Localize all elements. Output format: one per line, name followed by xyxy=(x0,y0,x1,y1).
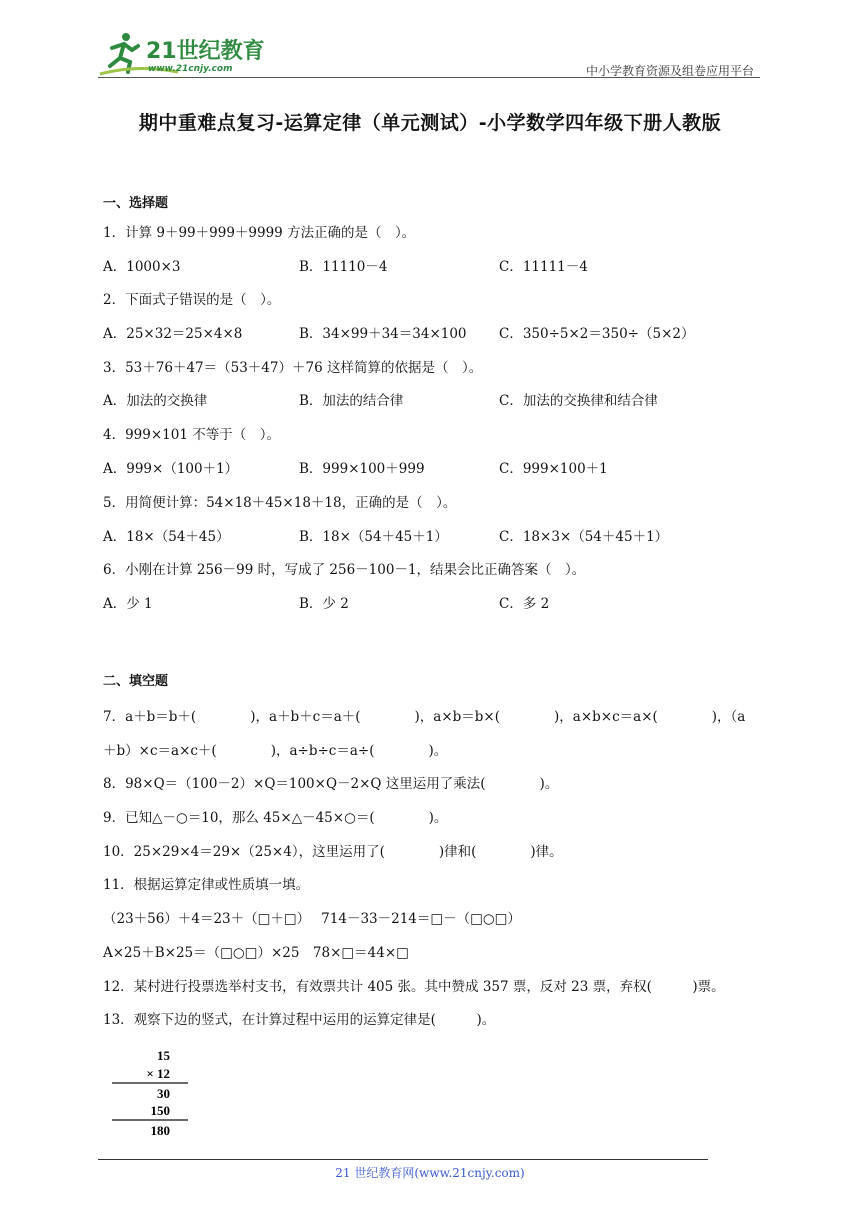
header-platform-text: 中小学教育资源及组卷应用平台 xyxy=(585,64,754,78)
q3-option-c: C．加法的交换律和结合律 xyxy=(499,393,658,409)
vertical-row-2: × 12 xyxy=(146,1066,170,1081)
question-7-line-2: ＋b）×c＝a×c＋( )，a÷b÷c＝a÷( )。 xyxy=(103,743,448,759)
vertical-multiplication xyxy=(108,1046,198,1138)
q4-option-c: C．999×100＋1 xyxy=(499,461,608,477)
question-11: 11．根据运算定律或性质填一填。 xyxy=(103,877,310,893)
q3-option-a: A．加法的交换律 xyxy=(103,393,208,409)
vertical-row-1: 15 xyxy=(157,1048,170,1063)
q4-option-a: A．999×（100＋1） xyxy=(103,461,239,477)
logo-text: 21世纪教育 xyxy=(146,39,265,64)
question-2: 2．下面式子错误的是（ ）。 xyxy=(103,292,281,308)
question-8: 8．98×Q＝（100－2）×Q＝100×Q－2×Q 这里运用了乘法( )。 xyxy=(103,776,559,792)
q2-option-a: A．25×32＝25×4×8 xyxy=(103,326,243,342)
question-1: 1．计算 9＋99＋999＋9999 方法正确的是（ ）。 xyxy=(103,225,416,241)
q2-option-b: B．34×99＋34＝34×100 xyxy=(299,326,467,342)
question-10: 10．25×29×4＝29×（25×4），这里运用了( )律和( )律。 xyxy=(103,844,563,860)
question-6: 6．小刚在计算 256－99 时，写成了 256－100－1，结果会比正确答案（ ）。 xyxy=(103,562,586,578)
question-12: 12．某村进行投票选举村支书，有效票共计 405 张。其中赞成 357 票，反对 23 票，弃权( )票。 xyxy=(103,979,725,995)
q3-option-b: B．加法的结合律 xyxy=(299,393,404,409)
q6-option-c: C．多 2 xyxy=(499,596,550,612)
question-4: 4．999×101 不等于（ ）。 xyxy=(103,427,280,443)
page-header xyxy=(98,28,758,78)
logo-url: www.21cnjy.com xyxy=(148,64,233,74)
question-3: 3．53＋76＋47＝（53＋47）＋76 这样简算的依据是（ ）。 xyxy=(103,360,483,376)
question-9: 9．已知△－○＝10，那么 45×△－45×○＝( )。 xyxy=(103,810,448,826)
page-title: 期中重难点复习-运算定律（单元测试）-小学数学四年级下册人教版 xyxy=(138,112,722,134)
question-11-row-1: （23＋56）＋4＝23＋（□＋□） 714－33－214＝□－（□○□） xyxy=(103,911,521,927)
question-11-row-2: A×25＋B×25＝（□○□）×25 78×□＝44×□ xyxy=(103,945,409,961)
q6-option-a: A．少 1 xyxy=(103,596,153,612)
q5-option-c: C．18×3×（54＋45＋1） xyxy=(499,529,669,545)
header-divider xyxy=(98,77,760,78)
q6-option-b: B．少 2 xyxy=(299,596,349,612)
footer-divider xyxy=(98,1159,708,1160)
q1-option-a: A．1000×3 xyxy=(103,259,181,275)
q2-option-c: C．350÷5×2＝350÷（5×2） xyxy=(499,326,695,342)
vertical-row-5: 180 xyxy=(150,1123,170,1138)
q1-option-c: C．11111－4 xyxy=(499,259,588,275)
section-heading-fill: 二、填空题 xyxy=(103,674,169,689)
vertical-row-4: 150 xyxy=(150,1103,170,1118)
section-heading-choice: 一、选择题 xyxy=(103,196,169,211)
question-5: 5．用简便计算：54×18＋45×18＋18，正确的是（ ）。 xyxy=(103,495,457,511)
vertical-row-3: 30 xyxy=(157,1086,170,1101)
question-13: 13．观察下边的竖式，在计算过程中运用的运算定律是( )。 xyxy=(103,1012,496,1028)
q5-option-b: B．18×（54＋45＋1） xyxy=(299,529,448,545)
footer-link[interactable]: 21 世纪教育网(www.21cnjy.com) xyxy=(335,1166,525,1180)
question-7-line-1: 7．a＋b＝b＋( )，a＋b＋c＝a＋( )，a×b＝b×( )，a×b×c＝a×( )，（a xyxy=(103,709,746,725)
q5-option-a: A．18×（54＋45） xyxy=(103,529,230,545)
q1-option-b: B．11110－4 xyxy=(299,259,388,275)
q4-option-b: B．999×100＋999 xyxy=(299,461,425,477)
